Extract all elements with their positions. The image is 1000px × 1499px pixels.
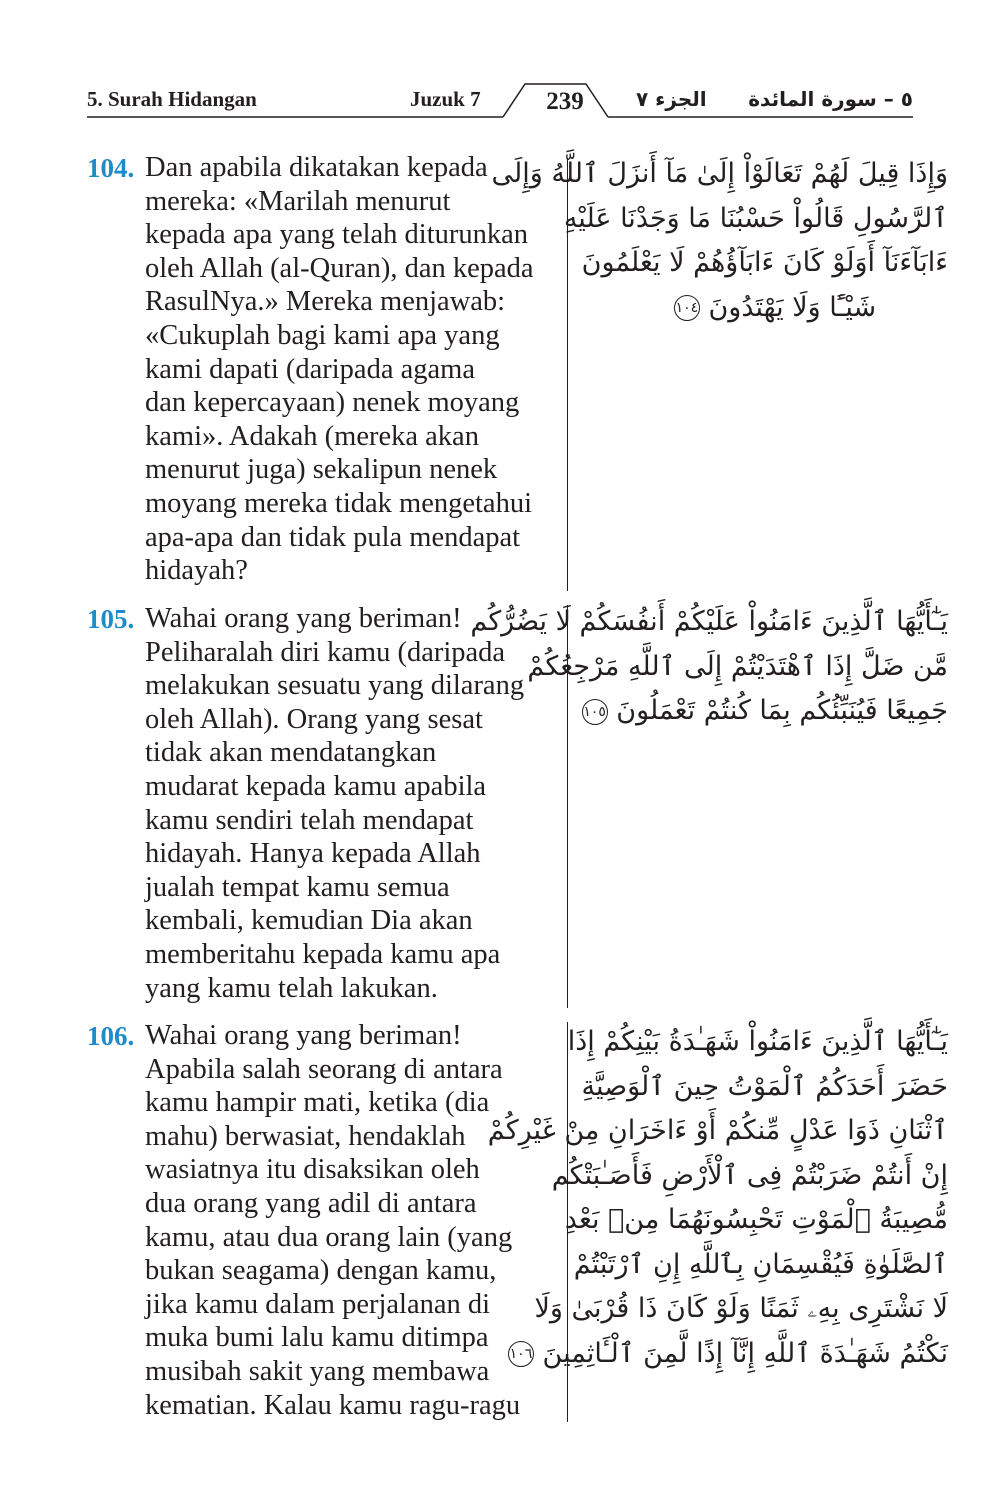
verse-line: Apabila salah seorang di antara [145,1053,503,1085]
ayah-number-mark: ١٠٦ [508,1341,534,1367]
arabic-line: يَـٰٓأَيُّهَا ٱلَّذِينَ ءَامَنُواْ عَلَيْكُمْ أَنفُسَكُمْ لَا يَضُرُّكُم [470,606,948,637]
verse-line: melakukan sesuatu yang dilarang [145,670,525,702]
verse-line: kematian. Kalau kamu ragu-ragu [145,1389,521,1421]
arabic-line: ٱلصَّلَوٰةِ فَيُقْسِمَانِ بِٱللَّهِ إِنِ ٱرْتَبْتُمْ [573,1248,948,1280]
verse-number: 106. [87,1021,135,1051]
verse-line: kamu hampir mati, ketika (dia [145,1087,490,1119]
verse-line: wasiatnya itu disaksikan oleh [145,1154,480,1186]
arabic-line: ٱثْنَانِ ذَوَا عَدْلٍ مِّنكُمْ أَوْ ءَاخَرَانِ مِنْ غَيْرِكُمْ [487,1115,948,1146]
verse-number: 104. [87,153,135,183]
verse-line: Wahai orang yang beriman! [145,603,462,634]
arabic-line: مَّن ضَلَّ إِذَا ٱهْتَدَيْتُمْ إِلَى ٱللَّهِ مَرْجِعُكُمْ [527,650,948,682]
arabic-line: لَا نَشْتَرِى بِهِۦ ثَمَنًا وَلَوْ كَانَ ذَا قُرْبَىٰ وَلَا [534,1293,948,1324]
arabic-line: جَمِيعًا فَيُنَبِّئُكُم بِمَا كُنتُمْ تَعْمَلُونَ [616,695,948,726]
juz-label-latin: Juzuk 7 [410,87,481,111]
arabic-line-last [509,1332,948,1377]
arabic-line: حَضَرَ أَحَدَكُمُ ٱلْمَوْتُ حِينَ ٱلْوَصِيَّةِ [581,1070,948,1102]
verse-text [145,602,565,1005]
arabic-line: نَكْتُمُ شَهَـٰدَةَ ٱللَّهِ إِنَّآ إِذًا لَّمِنَ ٱلْـَٔاثِمِينَ [542,1337,948,1369]
juz-label-arabic: الجزء ٧ [636,87,707,111]
ayah-number-mark: ١٠٤ [674,295,700,321]
verse-line: Dan apabila dikatakan kepada [145,152,488,183]
ayah-number-mark: ١٠٥ [582,699,608,725]
verse-line: oleh Allah). Orang yang sesat [145,703,483,735]
arabic-verse-104 [491,152,948,330]
verse-line: moyang mereka tidak mengetahui [145,487,532,519]
arabic-line-last [583,689,948,734]
verse-line: mudarat kepada kamu apabila [145,770,487,802]
verse-line: apa-apa dan tidak pula mendapat [145,521,521,553]
surah-title-arabic: ٥ – سورة المائدة [748,87,913,111]
verse-line: hidayah. Hanya kepada Allah [145,838,481,870]
verse-line: kami dapati (daripada agama [145,353,475,385]
verse-text [145,1019,565,1422]
verse-line: kamu sendiri telah mendapat [145,804,474,836]
verse-line: jualah tempat kamu semua [145,871,450,903]
arabic-line: ٱلرَّسُولِ قَالُواْ حَسْبُنَا مَا وَجَدْنَا عَلَيْهِ [563,202,948,234]
verse-text [145,151,565,588]
verse-line: kepada apa yang telah diturunkan [145,219,529,251]
arabic-verse-105 [470,600,948,734]
verse-line: mereka: «Marilah menurut [145,185,451,217]
verse-line: oleh Allah (al-Quran), dan kepada [145,252,534,284]
verse-line: tidak akan mendatangkan [145,737,437,769]
arabic-line: شَيْـًٔا وَلَا يَهْتَدُونَ [708,291,877,323]
verse-line: menurut juga) sekalipun nenek [145,454,498,486]
arabic-line-last [598,286,948,331]
verse-line: dan kepercayaan) nenek moyang [145,387,520,419]
arabic-line: إِنْ أَنتُمْ ضَرَبْتُمْ فِى ٱلْأَرْضِ فَأَصَـٰبَتْكُم [551,1159,948,1191]
verse-line: kamu, atau dua orang lain (yang [145,1221,513,1253]
surah-title-latin: 5. Surah Hidangan [87,87,257,111]
verse-number: 105. [87,604,135,634]
verse-line: memberitahu kepada kamu apa [145,938,501,970]
verse-line: hidayah? [145,555,248,587]
arabic-line: ءَابَآءَنَآ أَوَلَوْ كَانَ ءَابَآؤُهُمْ لَا يَعْلَمُونَ [581,247,948,278]
verse-line: «Cukuplah bagi kami apa yang [145,319,500,351]
verse-line: yang kamu telah lakukan. [145,972,438,1004]
verse-line: RasulNya.» Mereka menjawab: [145,286,506,318]
arabic-verse-106 [487,1020,948,1376]
verse-line: Wahai orang yang beriman! [145,1020,462,1051]
arabic-line: يَـٰٓأَيُّهَا ٱلَّذِينَ ءَامَنُواْ شَهَـٰدَةُ بَيْنِكُمْ إِذَا [567,1026,948,1057]
page-number: 239 [546,88,584,115]
verse-line: muka bumi lalu kamu ditimpa [145,1322,489,1354]
verse-line: musibah sakit yang membawa [145,1355,490,1387]
arabic-line: مُّصِيبَةُ ٱلْمَوْتِ تَحْبِسُونَهُمَا مِنۢ بَعْدِ [564,1204,948,1235]
verse-line: bukan seagama) dengan kamu, [145,1255,497,1287]
verse-line: kembali, kemudian Dia akan [145,905,473,937]
verse-line: dua orang yang adil di antara [145,1187,477,1219]
page-header [0,0,1000,130]
verse-line: Peliharalah diri kamu (daripada [145,636,506,668]
verse-line: jika kamu dalam perjalanan di [145,1288,491,1320]
verse-line: kami». Adakah (mereka akan [145,420,479,452]
arabic-line: وَإِذَا قِيلَ لَهُمْ تَعَالَوْاْ إِلَىٰ مَآ أَنزَلَ ٱللَّهُ وَإِلَى [491,158,948,189]
verse-line: mahu) berwasiat, hendaklah [145,1120,466,1152]
